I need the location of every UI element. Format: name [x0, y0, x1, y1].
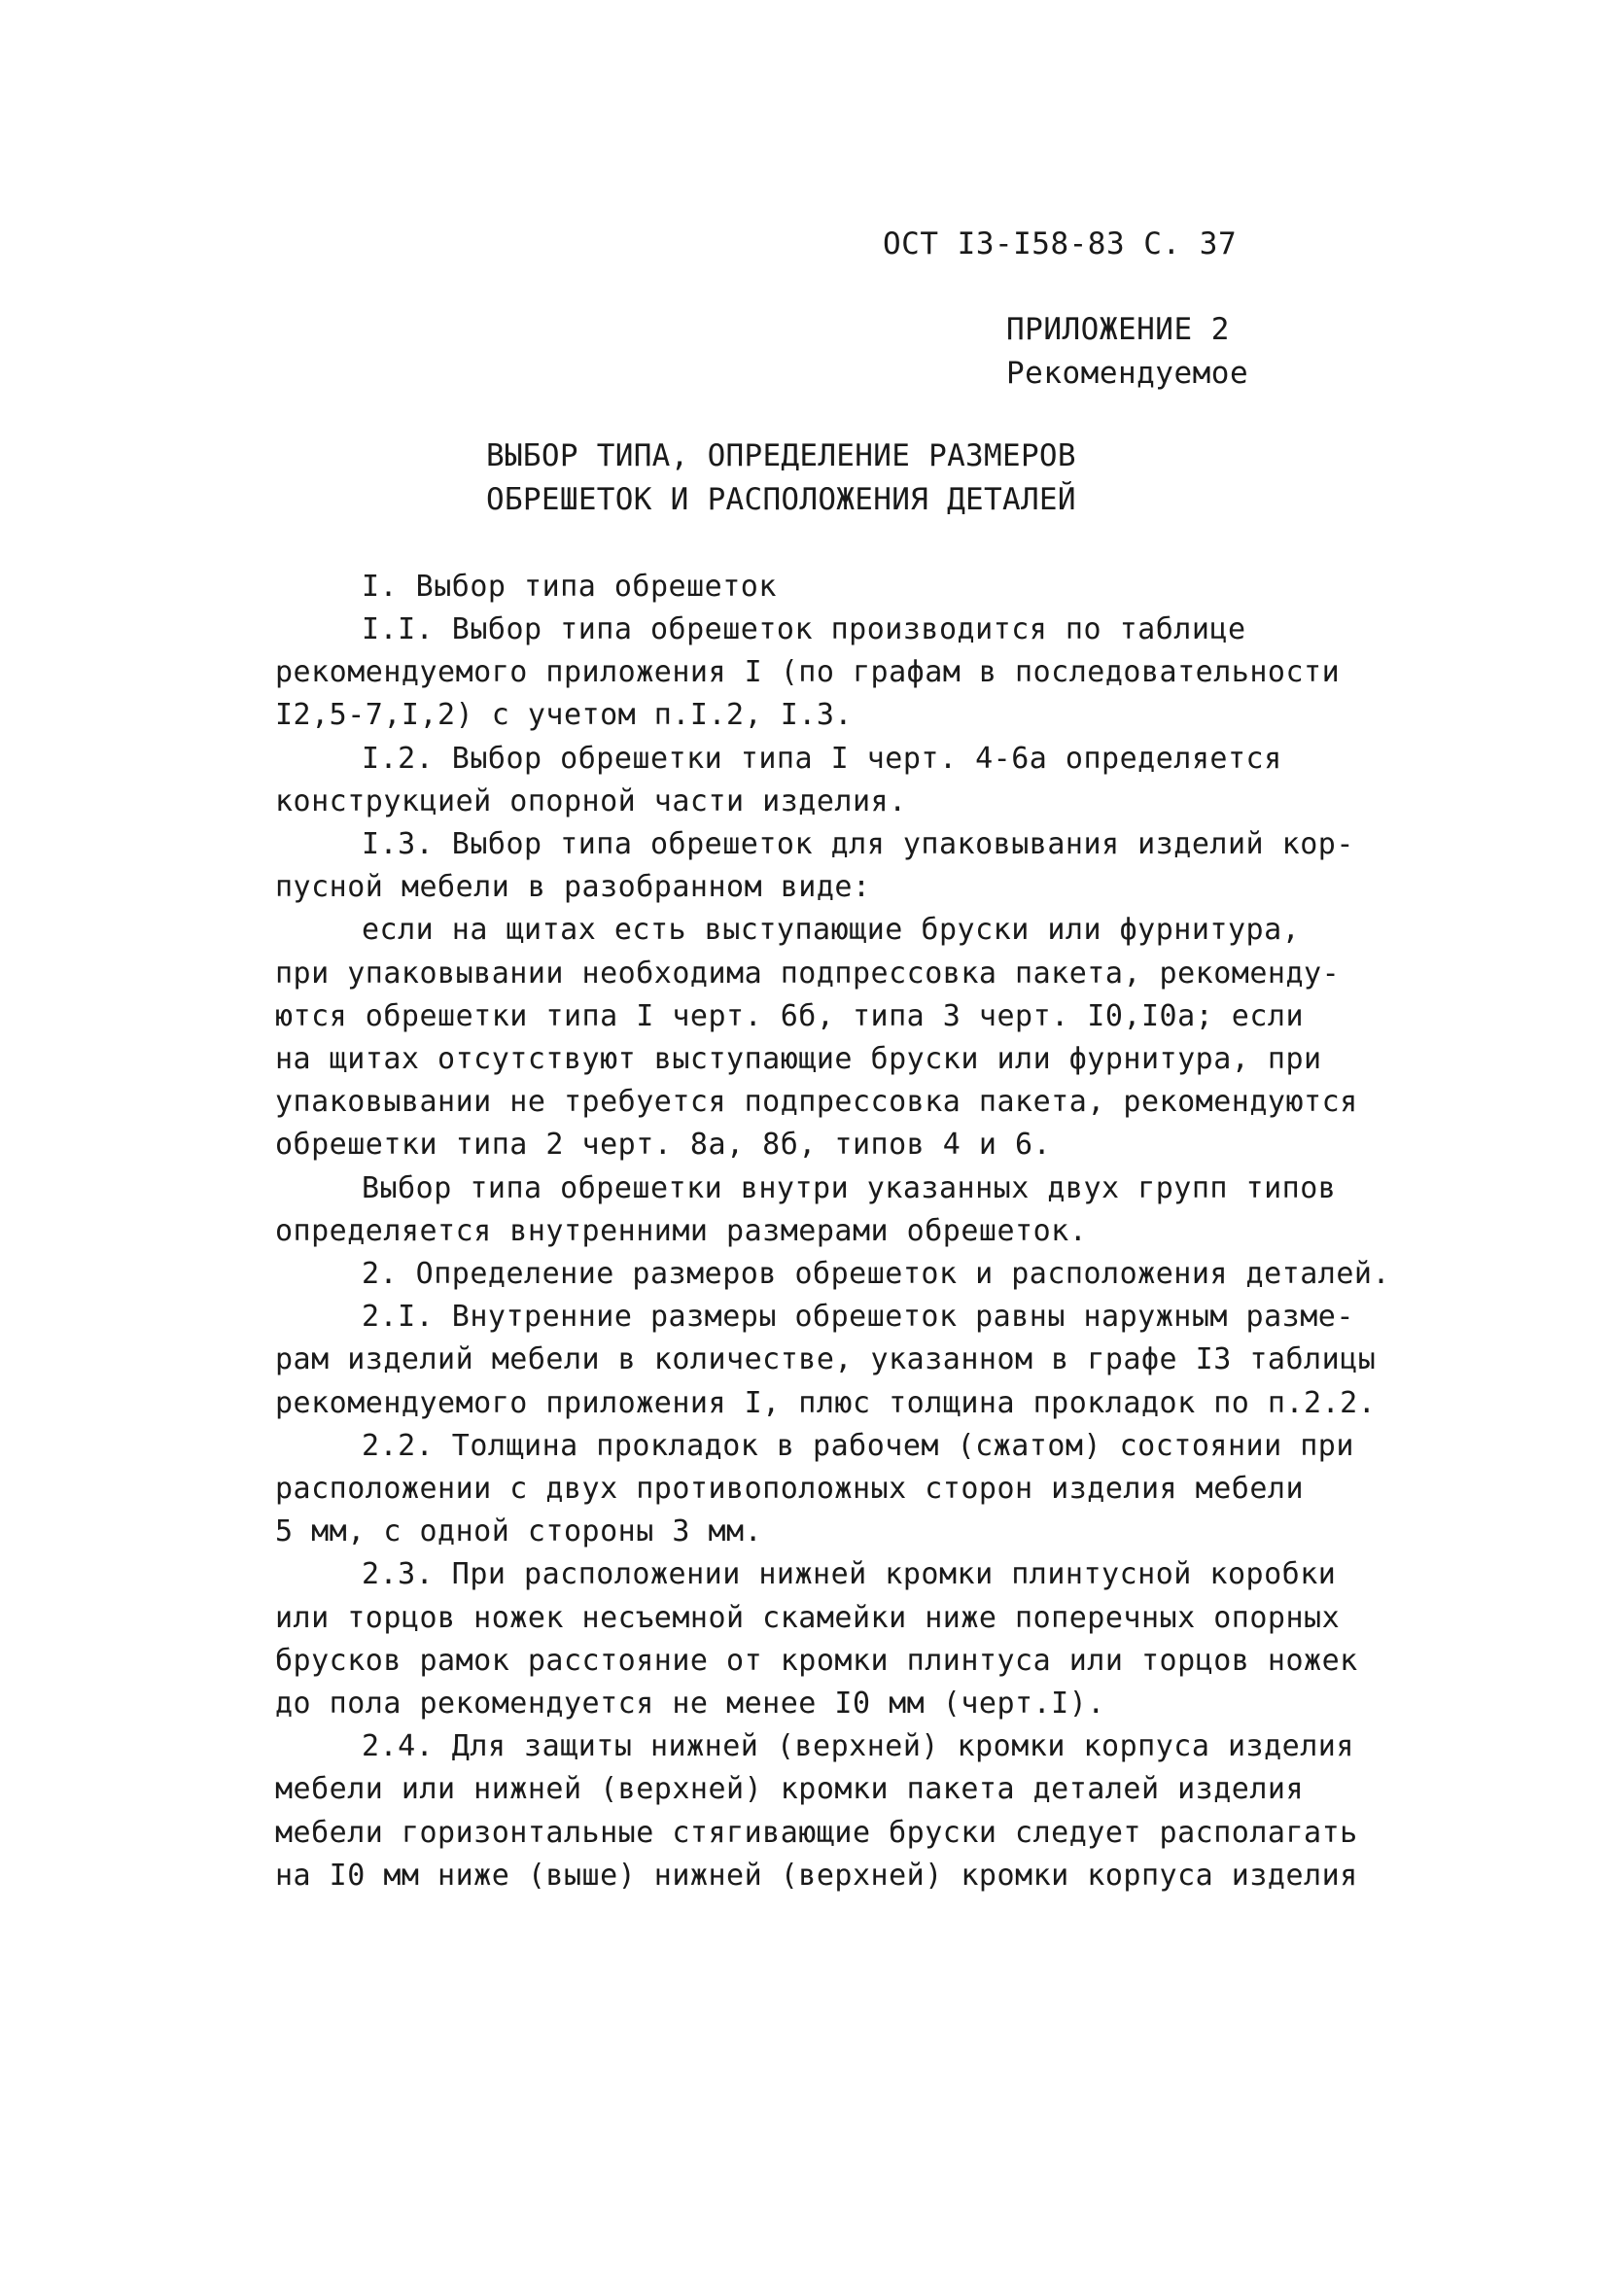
body-line: I.I. Выбор типа обрешеток производится по таблице [362, 612, 1246, 646]
body-line: если на щитах есть выступающие бруски или фурнитура, [362, 913, 1301, 947]
body-line: I.3. Выбор типа обрешеток для упаковывания изделий кор- [362, 827, 1354, 861]
body-line: мебели горизонтальные стягивающие бруски следует располагать [275, 1816, 1358, 1850]
body-line: брусков рамок расстояние от кромки плинтуса или торцов ножек [275, 1644, 1358, 1678]
body-line: 5 мм, с одной стороны 3 мм. [275, 1514, 763, 1548]
body-line: расположении с двух противоположных сторон изделия мебели [275, 1472, 1305, 1506]
section-title-line-2: ОБРЕШЕТОК И РАСПОЛОЖЕНИЯ ДЕТАЛЕЙ [486, 482, 1076, 517]
body-line: I.2. Выбор обрешетки типа I черт. 4-6а определяется [362, 742, 1282, 776]
body-line: 2.I. Внутренние размеры обрешеток равны наружным разме- [362, 1300, 1354, 1334]
body-line: мебели или нижней (верхней) кромки пакета деталей изделия [275, 1772, 1305, 1806]
body-line: на I0 мм ниже (выше) нижней (верхней) кромки корпуса изделия [275, 1859, 1358, 1893]
body-line: определяется внутренними размерами обрешеток. [275, 1214, 1088, 1248]
body-line: рекомендуемого приложения I, плюс толщина прокладок по п.2.2. [275, 1386, 1377, 1420]
body-line: ются обрешетки типа I черт. 6б, типа 3 черт. I0,I0а; если [275, 999, 1305, 1033]
body-line: рекомендуемого приложения I (по графам в последовательности [275, 655, 1341, 689]
body-line: 2.3. При расположении нижней кромки плинтусной коробки [362, 1557, 1337, 1591]
body-line: Выбор типа обрешетки внутри указанных двух групп типов [362, 1171, 1337, 1205]
body-line: на щитах отсутствуют выступающие бруски или фурнитура, при [275, 1042, 1322, 1076]
body-line: рам изделий мебели в количестве, указанном в графе I3 таблицы [275, 1342, 1377, 1376]
body-line: 2. Определение размеров обрешеток и расположения деталей. [362, 1257, 1391, 1291]
body-line: 2.4. Для защиты нижней (верхней) кромки корпуса изделия [362, 1729, 1354, 1763]
body-line: I2,5-7,I,2) с учетом п.I.2, I.3. [275, 698, 853, 732]
section-title-line-1: ВЫБОР ТИПА, ОПРЕДЕЛЕНИЕ РАЗМЕРОВ [486, 438, 1076, 473]
document-code: ОСТ I3-I58-83 С. 37 [883, 226, 1238, 261]
body-line: обрешетки типа 2 черт. 8а, 8б, типов 4 и 6. [275, 1128, 1052, 1162]
appendix-label: ПРИЛОЖЕНИЕ 2 [1006, 312, 1230, 347]
body-line: упаковывании не требуется подпрессовка пакета, рекомендуются [275, 1085, 1358, 1119]
body-line: конструкцией опорной части изделия. [275, 784, 907, 818]
body-line: пусной мебели в разобранном виде: [275, 870, 871, 904]
body-line: 2.2. Толщина прокладок в рабочем (сжатом) состоянии при [362, 1429, 1354, 1463]
body-line: или торцов ножек несъемной скамейки ниже поперечных опорных [275, 1601, 1341, 1635]
body-line: I. Выбор типа обрешеток [362, 570, 777, 604]
body-line: до пола рекомендуется не менее I0 мм (черт.I). [275, 1687, 1105, 1721]
body-line: при упаковывании необходима подпрессовка пакета, рекоменду- [275, 957, 1341, 991]
appendix-status: Рекомендуемое [1006, 356, 1249, 391]
